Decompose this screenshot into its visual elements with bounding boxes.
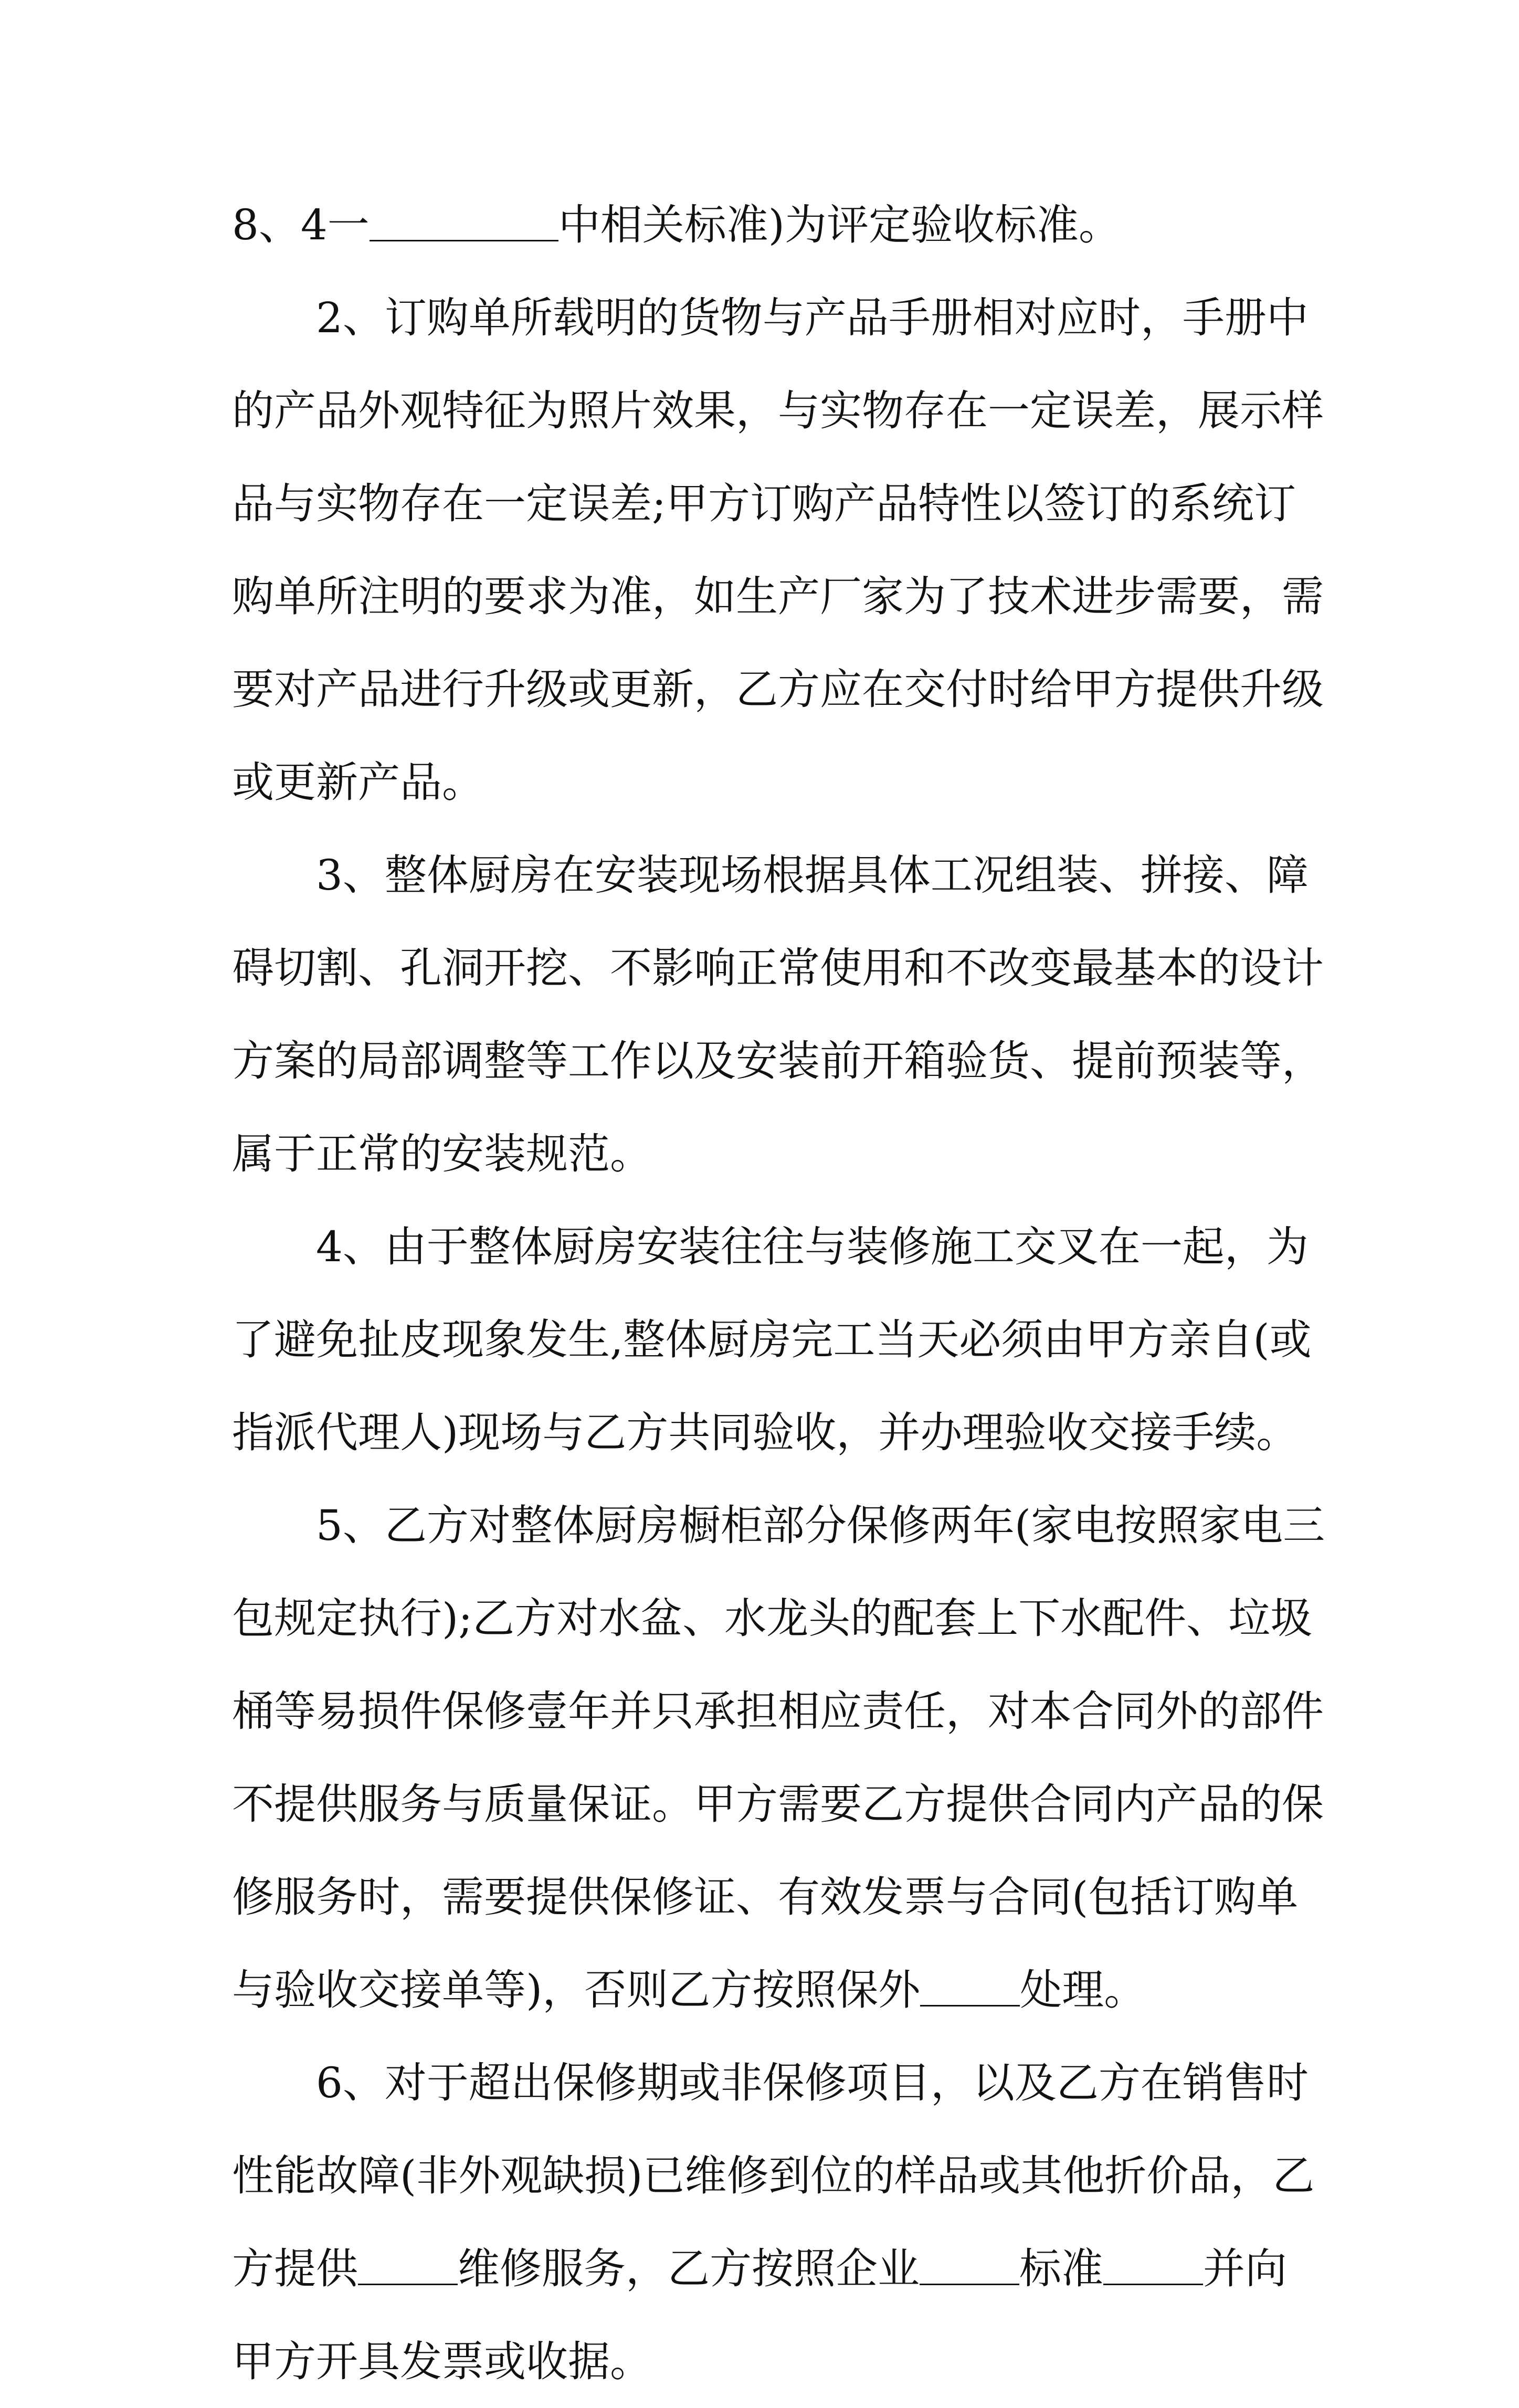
text-line: 或更新产品。 [232, 758, 484, 807]
fill-in-blank [1103, 2246, 1203, 2285]
text-segment: 处理。 [1020, 1966, 1146, 2014]
paragraph-4-line: 4、由于整体厨房安装往往与装修施工交叉在一起，为 [316, 1222, 1309, 1271]
text-line: 了避免扯皮现象发生,整体厨房完工当天必须由甲方亲自(或 [232, 1315, 1312, 1364]
text-line: 不提供服务与质量保证。甲方需要乙方提供合同内产品的保 [232, 1780, 1324, 1829]
text-line: 方案的局部调整等工作以及安装前开箱验货、提前预装等， [232, 1037, 1324, 1085]
paragraph-2-line: 2、订购单所载明的货物与产品手册相对应时，手册中 [316, 293, 1309, 342]
paragraph-5-line: 5、乙方对整体厨房橱柜部分保修两年(家电按照家电三 [316, 1501, 1325, 1550]
fill-in-blank [920, 2246, 1019, 2285]
paragraph-3-line: 3、整体厨房在安装现场根据具体工况组装、拼接、障 [316, 851, 1309, 900]
text-line [232, 2222, 1292, 2315]
text-line: 购单所注明的要求为准，如生产厂家为了技术进步需要，需 [232, 572, 1324, 621]
text-segment: 标准 [1019, 2244, 1103, 2293]
text-segment: 中相关标准)为评定验收标准。 [558, 200, 1121, 249]
text-line: 桶等易损件保修壹年并只承担相应责任，对本合同外的部件 [232, 1687, 1324, 1736]
text-line: 指派代理人)现场与乙方共同验收，并办理验收交接手续。 [232, 1408, 1299, 1457]
text-line: 性能故障(非外观缺损)已维修到位的样品或其他折价品，乙 [232, 2151, 1315, 2200]
text-line: 甲方开具发票或收据。 [232, 2337, 652, 2386]
text-segment: 与验收交接单等)，否则乙方按照保外 [232, 1966, 921, 2014]
text-line: 碍切割、孔洞开挖、不影响正常使用和不改变最基本的设计 [232, 944, 1324, 992]
text-line: 修服务时，需要提供保修证、有效发票与合同(包括订购单 [232, 1873, 1299, 1921]
text-line: 包规定执行);乙方对水盆、水龙头的配套上下水配件、垃圾 [232, 1594, 1313, 1643]
fill-in-blank [920, 1967, 1020, 2006]
text-line: 品与实物存在一定误差;甲方订购产品特性以签订的系统订 [232, 479, 1296, 528]
fill-in-blank [370, 202, 558, 241]
text-segment: 方提供 [232, 2244, 358, 2293]
text-line: 属于正常的安装规范。 [232, 1129, 652, 1178]
text-segment: 并向 [1203, 2244, 1287, 2293]
document-body [232, 178, 1325, 2408]
text-line: 要对产品进行升级或更新，乙方应在交付时给甲方提供升级 [232, 665, 1324, 714]
text-segment: 8、4一 [232, 200, 370, 249]
text-line [232, 1944, 1292, 2036]
text-line: 的产品外观特征为照片效果，与实物存在一定误差，展示样 [232, 386, 1324, 435]
paragraph-6-line: 6、对于超出保修期或非保修项目，以及乙方在销售时 [316, 2058, 1309, 2107]
text-segment: 维修服务，乙方按照企业 [458, 2244, 920, 2293]
text-line [232, 178, 1292, 271]
fill-in-blank [358, 2246, 458, 2285]
